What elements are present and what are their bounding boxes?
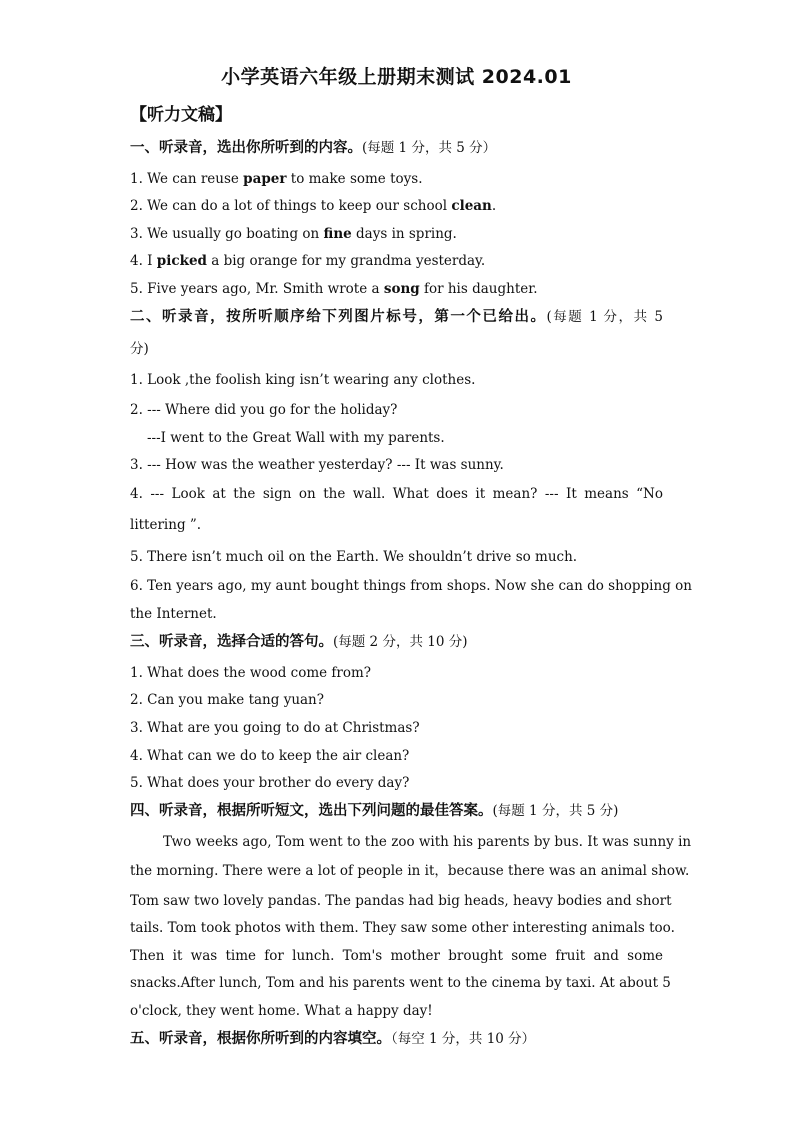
- s1-item: 5. Five years ago, Mr. Smith wrote a song for his daughter.: [130, 281, 538, 297]
- s2-line: littering ”.: [130, 517, 202, 533]
- s2-line: 6. Ten years ago, my aunt bought things from shops. Now she can do shopping on: [130, 578, 692, 594]
- s3-item: 5. What does your brother do every day?: [130, 775, 410, 791]
- section-2-score-cont: 分): [130, 341, 149, 357]
- section-5-heading: 五、听录音，根据你所听到的内容填空。（每空 1 分，共 10 分）: [130, 1031, 536, 1047]
- s2-line: 4. --- Look at the sign on the wall. What does it mean? --- It means “No: [130, 486, 663, 502]
- section-4-heading: 四、听录音，根据所听短文，选出下列问题的最佳答案。(每题 1 分，共 5 分): [130, 803, 619, 819]
- s1-item: 1. We can reuse paper to make some toys.: [130, 171, 423, 187]
- s2-line: 3. --- How was the weather yesterday? --- It was sunny.: [130, 457, 504, 473]
- section-2-score: (每题 1 分，共 5: [546, 309, 663, 325]
- s2-line: 5. There isn’t much oil on the Earth. We shouldn’t drive so much.: [130, 549, 578, 565]
- s4-passage-line: snacks.After lunch, Tom and his parents went to the cinema by taxi. At about 5: [130, 975, 671, 991]
- s1-item: 4. I picked a big orange for my grandma yesterday.: [130, 253, 486, 269]
- section-1-heading: 一、听录音，选出你所听到的内容。(每题 1 分，共 5 分）: [130, 140, 497, 156]
- s3-item: 4. What can we do to keep the air clean?: [130, 748, 410, 764]
- section-2-heading: 二、听录音，按所听顺序给下列图片标号，第一个已给出。(每题 1 分，共 5: [130, 309, 663, 325]
- s2-line: the Internet.: [130, 606, 217, 622]
- section-1-score: (每题 1 分，共 5 分）: [362, 140, 497, 156]
- s4-passage-line: o'clock, they went home. What a happy day!: [130, 1003, 433, 1019]
- s4-passage-line: Two weeks ago, Tom went to the zoo with his parents by bus. It was sunny in: [163, 834, 692, 850]
- section-5-score: （每空 1 分，共 10 分）: [391, 1031, 536, 1047]
- s1-item: 2. We can do a lot of things to keep our school clean.: [130, 198, 497, 214]
- s2-line: 2. --- Where did you go for the holiday?: [130, 402, 398, 418]
- s2-line: 1. Look ,the foolish king isn’t wearing any clothes.: [130, 372, 476, 388]
- page-title: 小学英语六年级上册期末测试 2024.01: [221, 66, 572, 88]
- s3-item: 2. Can you make tang yuan?: [130, 692, 324, 708]
- s3-item: 3. What are you going to do at Christmas?: [130, 720, 420, 736]
- s4-passage-line: Then it was time for lunch. Tom's mother brought some fruit and some: [130, 948, 663, 964]
- section-3-score: (每题 2 分，共 10 分): [333, 634, 468, 650]
- section-3-heading: 三、听录音，选择合适的答句。(每题 2 分，共 10 分): [130, 634, 468, 650]
- section-4-score: (每题 1 分，共 5 分): [492, 803, 619, 819]
- s4-passage-line: Tom saw two lovely pandas. The pandas had big heads, heavy bodies and short: [130, 893, 672, 909]
- s4-passage-line: the morning. There were a lot of people in it，because there was an animal show.: [130, 863, 690, 879]
- s1-item: 3. We usually go boating on fine days in spring.: [130, 226, 457, 242]
- s4-passage-line: tails. Tom took photos with them. They saw some other interesting animals too.: [130, 920, 675, 936]
- s2-line: ---I went to the Great Wall with my parents.: [147, 430, 445, 446]
- s3-item: 1. What does the wood come from?: [130, 665, 372, 681]
- section-subtitle: 【听力文稿】: [130, 105, 232, 125]
